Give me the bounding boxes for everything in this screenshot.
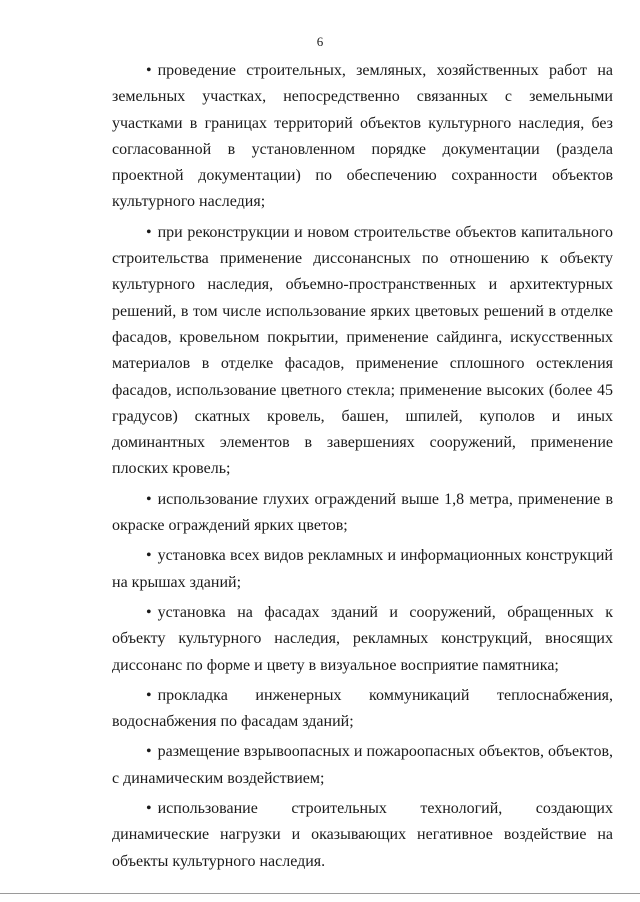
list-item [112, 543, 613, 596]
bullet-marker: • [146, 800, 152, 818]
list-item [112, 796, 613, 875]
bullet-marker: • [146, 223, 152, 241]
list-item-text: использование строительных технологий, создающих динамические нагрузки и оказывающих негативное воздействие на объекты культурного наследия. [112, 800, 613, 870]
list-item-text: размещение взрывоопасных и пожароопасных объектов, объектов, с динамическим воздействием; [112, 743, 613, 787]
bullet-marker: • [146, 62, 152, 79]
document-body [112, 58, 613, 879]
bullet-marker: • [146, 490, 152, 508]
list-item-text: использование глухих ограждений выше 1,8 метра, применение в окраске ограждений ярких цветов; [112, 490, 613, 535]
list-item [112, 739, 613, 792]
list-item-text: проведение строительных, земляных, хозяйственных работ на земельных участках, непосредственно связанных с земельными участками в границах территорий объектов культурного наследия, без согласованной в установленном порядке документации (раздела проектной документации) по обеспечению сохранности объектов культурного наследия; [112, 62, 613, 211]
bullet-marker: • [146, 743, 152, 761]
list-item-text: при реконструкции и новом строительстве объектов капитального строительства применение диссонансных по отношению к объекту культурного наследия, объемно-пространственных и архитектурных решений, в том числе использование ярких цветовых решений в отделке фасадов, кровельном покрытии, применение сайдинга, искусственных материалов в отделке фасадов, применение сплошного остекления фасадов, использование цветного стекла; применение высоких (более 45 градусов) скатных кровель, башен, шпилей, куполов и иных доминантных элементов в завершениях сооружений, применение плоских кровель; [112, 223, 613, 478]
bullet-marker: • [146, 686, 152, 704]
page-number: 6 [316, 34, 324, 49]
list-item-text: прокладка инженерных коммуникаций теплоснабжения, водоснабжения по фасадам зданий; [112, 686, 613, 731]
bullet-marker: • [146, 603, 152, 621]
bullet-marker: • [146, 547, 152, 565]
list-item-text: установка на фасадах зданий и сооружений, обращенных к объекту культурного наследия, рекламных конструкций, вносящих диссонанс по форме и цвету в визуальное восприятие памятника; [112, 603, 613, 674]
list-item [112, 487, 613, 540]
list-item [112, 220, 613, 483]
list-item-text: установка всех видов рекламных и информационных конструкций на крышах зданий; [112, 547, 613, 591]
list-item [112, 600, 613, 679]
list-item [112, 683, 613, 736]
list-item [112, 58, 613, 216]
scan-edge-line [0, 893, 640, 894]
